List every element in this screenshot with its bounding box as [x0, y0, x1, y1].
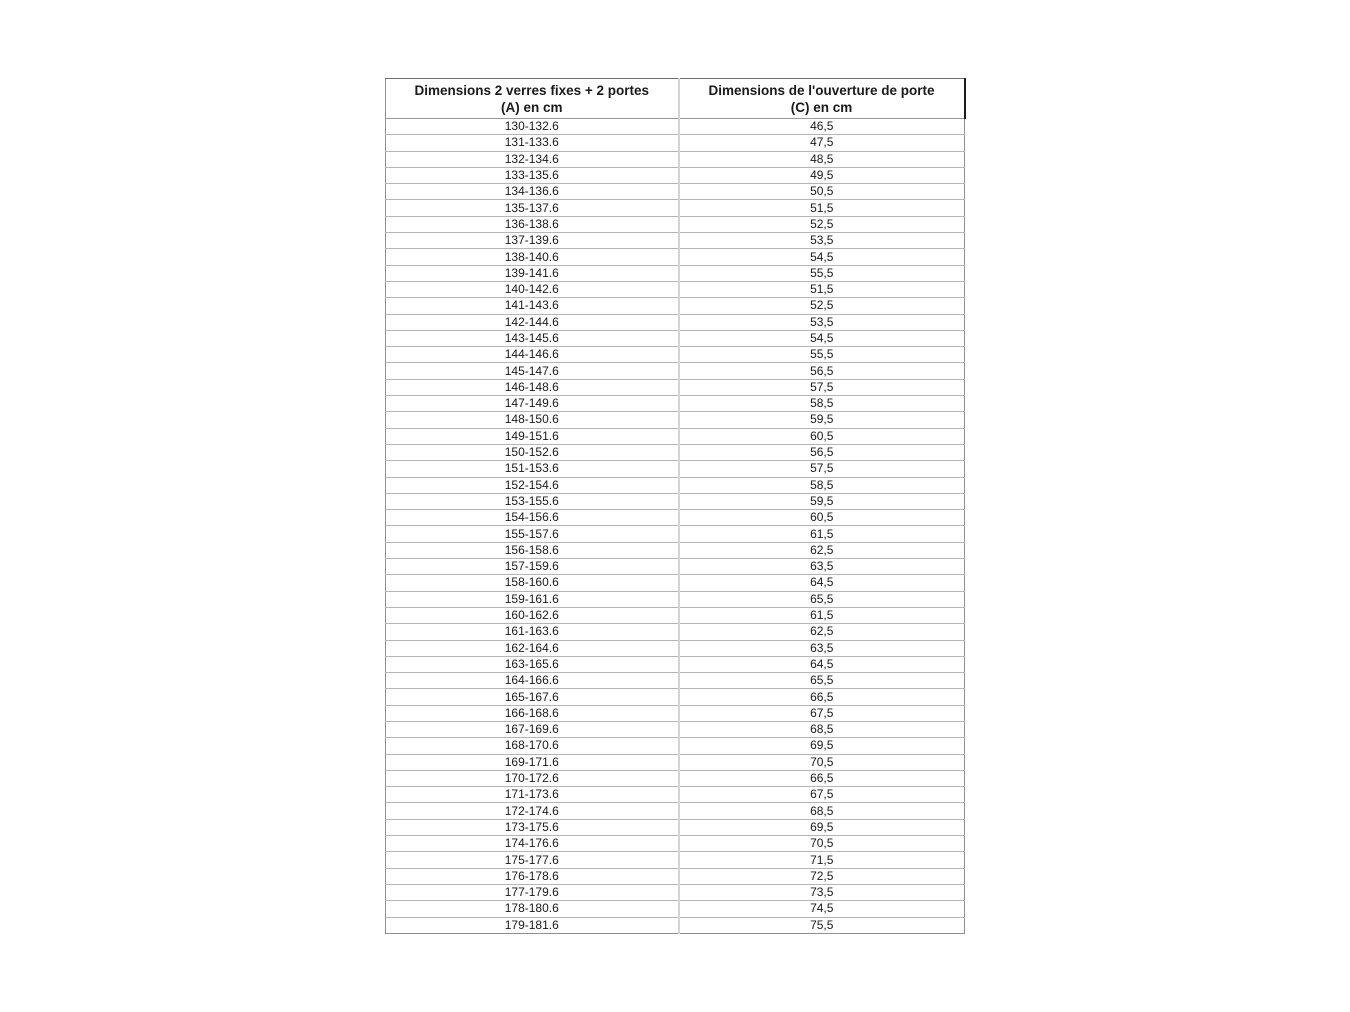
cell-opening-c: 72,5 — [679, 868, 965, 884]
table-row — [386, 754, 965, 770]
cell-dimension-a: 148-150.6 — [386, 412, 679, 428]
cell-opening-c: 46,5 — [679, 119, 965, 135]
cell-opening-c: 63,5 — [679, 559, 965, 575]
table-row — [386, 721, 965, 737]
cell-opening-c: 64,5 — [679, 575, 965, 591]
cell-opening-c: 70,5 — [679, 836, 965, 852]
col-header-a-line1: Dimensions 2 verres fixes + 2 portes — [414, 82, 649, 98]
cell-dimension-a: 146-148.6 — [386, 379, 679, 395]
cell-opening-c: 57,5 — [679, 461, 965, 477]
cell-opening-c: 74,5 — [679, 901, 965, 917]
table-row — [386, 281, 965, 297]
cell-dimension-a: 155-157.6 — [386, 526, 679, 542]
table-row — [386, 591, 965, 607]
cell-dimension-a: 160-162.6 — [386, 607, 679, 623]
cell-dimension-a: 147-149.6 — [386, 396, 679, 412]
table-row — [386, 396, 965, 412]
table-row — [386, 640, 965, 656]
cell-dimension-a: 145-147.6 — [386, 363, 679, 379]
cell-opening-c: 59,5 — [679, 493, 965, 509]
cell-dimension-a: 150-152.6 — [386, 444, 679, 460]
cell-opening-c: 67,5 — [679, 787, 965, 803]
cell-opening-c: 53,5 — [679, 314, 965, 330]
cell-dimension-a: 139-141.6 — [386, 265, 679, 281]
cell-opening-c: 59,5 — [679, 412, 965, 428]
cell-dimension-a: 175-177.6 — [386, 852, 679, 868]
table-row — [386, 787, 965, 803]
table-row — [386, 119, 965, 135]
cell-dimension-a: 168-170.6 — [386, 738, 679, 754]
table-row — [386, 917, 965, 933]
cell-dimension-a: 173-175.6 — [386, 819, 679, 835]
table-row — [386, 770, 965, 786]
cell-opening-c: 48,5 — [679, 151, 965, 167]
table-row — [386, 607, 965, 623]
table-row — [386, 363, 965, 379]
table-row — [386, 559, 965, 575]
cell-dimension-a: 164-166.6 — [386, 673, 679, 689]
table-row — [386, 265, 965, 281]
cell-dimension-a: 163-165.6 — [386, 656, 679, 672]
cell-opening-c: 60,5 — [679, 428, 965, 444]
cell-dimension-a: 156-158.6 — [386, 542, 679, 558]
cell-opening-c: 62,5 — [679, 624, 965, 640]
cell-dimension-a: 134-136.6 — [386, 184, 679, 200]
cell-dimension-a: 159-161.6 — [386, 591, 679, 607]
cell-dimension-a: 167-169.6 — [386, 721, 679, 737]
table-row — [386, 542, 965, 558]
cell-opening-c: 63,5 — [679, 640, 965, 656]
cell-opening-c: 51,5 — [679, 200, 965, 216]
table-row — [386, 330, 965, 346]
cell-dimension-a: 157-159.6 — [386, 559, 679, 575]
cell-opening-c: 53,5 — [679, 233, 965, 249]
cell-dimension-a: 172-174.6 — [386, 803, 679, 819]
table-row — [386, 656, 965, 672]
cell-opening-c: 52,5 — [679, 298, 965, 314]
table-row — [386, 738, 965, 754]
table-row — [386, 803, 965, 819]
col-header-c-line2: (C) en cm — [790, 99, 853, 115]
cell-dimension-a: 170-172.6 — [386, 770, 679, 786]
cell-opening-c: 49,5 — [679, 167, 965, 183]
cell-opening-c: 65,5 — [679, 591, 965, 607]
table-header — [386, 79, 965, 119]
table-row — [386, 135, 965, 151]
cell-opening-c: 68,5 — [679, 721, 965, 737]
table-row — [386, 347, 965, 363]
cell-dimension-a: 133-135.6 — [386, 167, 679, 183]
table-row — [386, 852, 965, 868]
table-row — [386, 298, 965, 314]
table-row — [386, 510, 965, 526]
table-row — [386, 868, 965, 884]
cell-dimension-a: 152-154.6 — [386, 477, 679, 493]
table-row — [386, 575, 965, 591]
cell-opening-c: 62,5 — [679, 542, 965, 558]
cell-dimension-a: 153-155.6 — [386, 493, 679, 509]
table-row — [386, 444, 965, 460]
cell-opening-c: 47,5 — [679, 135, 965, 151]
cell-opening-c: 66,5 — [679, 770, 965, 786]
table-row — [386, 184, 965, 200]
cell-opening-c: 61,5 — [679, 607, 965, 623]
cell-dimension-a: 141-143.6 — [386, 298, 679, 314]
cell-dimension-a: 144-146.6 — [386, 347, 679, 363]
cell-opening-c: 50,5 — [679, 184, 965, 200]
cell-dimension-a: 135-137.6 — [386, 200, 679, 216]
table-row — [386, 819, 965, 835]
table-row — [386, 526, 965, 542]
cell-dimension-a: 137-139.6 — [386, 233, 679, 249]
cell-opening-c: 58,5 — [679, 396, 965, 412]
table-row — [386, 461, 965, 477]
cell-opening-c: 65,5 — [679, 673, 965, 689]
cell-dimension-a: 138-140.6 — [386, 249, 679, 265]
cell-dimension-a: 142-144.6 — [386, 314, 679, 330]
cell-dimension-a: 140-142.6 — [386, 281, 679, 297]
table-row — [386, 836, 965, 852]
col-header-c-line1: Dimensions de l'ouverture de porte — [708, 82, 935, 98]
table-row — [386, 167, 965, 183]
dimensions-table — [385, 78, 966, 934]
table-row — [386, 200, 965, 216]
cell-dimension-a: 179-181.6 — [386, 917, 679, 933]
cell-opening-c: 75,5 — [679, 917, 965, 933]
cell-dimension-a: 130-132.6 — [386, 119, 679, 135]
cell-dimension-a: 131-133.6 — [386, 135, 679, 151]
cell-opening-c: 60,5 — [679, 510, 965, 526]
table-row — [386, 673, 965, 689]
cell-opening-c: 55,5 — [679, 347, 965, 363]
cell-opening-c: 71,5 — [679, 852, 965, 868]
cell-dimension-a: 177-179.6 — [386, 884, 679, 900]
table-row — [386, 428, 965, 444]
cell-opening-c: 58,5 — [679, 477, 965, 493]
cell-opening-c: 54,5 — [679, 330, 965, 346]
cell-opening-c: 55,5 — [679, 265, 965, 281]
cell-dimension-a: 132-134.6 — [386, 151, 679, 167]
cell-opening-c: 70,5 — [679, 754, 965, 770]
cell-dimension-a: 176-178.6 — [386, 868, 679, 884]
cell-dimension-a: 171-173.6 — [386, 787, 679, 803]
cell-dimension-a: 169-171.6 — [386, 754, 679, 770]
table-row — [386, 884, 965, 900]
table-row — [386, 412, 965, 428]
cell-dimension-a: 149-151.6 — [386, 428, 679, 444]
table-row — [386, 216, 965, 232]
table-row — [386, 249, 965, 265]
cell-dimension-a: 165-167.6 — [386, 689, 679, 705]
col-header-dimension-a — [386, 79, 679, 119]
cell-dimension-a: 166-168.6 — [386, 705, 679, 721]
table-row — [386, 689, 965, 705]
col-header-a-line2: (A) en cm — [500, 99, 563, 115]
cell-opening-c: 69,5 — [679, 738, 965, 754]
cell-opening-c: 51,5 — [679, 281, 965, 297]
cell-dimension-a: 158-160.6 — [386, 575, 679, 591]
cell-opening-c: 64,5 — [679, 656, 965, 672]
cell-dimension-a: 178-180.6 — [386, 901, 679, 917]
cell-dimension-a: 174-176.6 — [386, 836, 679, 852]
cell-opening-c: 66,5 — [679, 689, 965, 705]
cell-opening-c: 56,5 — [679, 363, 965, 379]
cell-dimension-a: 143-145.6 — [386, 330, 679, 346]
table-row — [386, 151, 965, 167]
cell-dimension-a: 136-138.6 — [386, 216, 679, 232]
table-row — [386, 901, 965, 917]
table-row — [386, 493, 965, 509]
cell-opening-c: 73,5 — [679, 884, 965, 900]
table-row — [386, 314, 965, 330]
table-row — [386, 624, 965, 640]
cell-opening-c: 61,5 — [679, 526, 965, 542]
cell-opening-c: 68,5 — [679, 803, 965, 819]
col-header-opening-c — [679, 79, 965, 119]
cell-opening-c: 69,5 — [679, 819, 965, 835]
table-row — [386, 705, 965, 721]
cell-dimension-a: 154-156.6 — [386, 510, 679, 526]
cell-opening-c: 52,5 — [679, 216, 965, 232]
cell-dimension-a: 161-163.6 — [386, 624, 679, 640]
table-body — [386, 119, 965, 934]
header-row — [386, 79, 965, 119]
cell-opening-c: 57,5 — [679, 379, 965, 395]
cell-opening-c: 54,5 — [679, 249, 965, 265]
cell-dimension-a: 162-164.6 — [386, 640, 679, 656]
table-row — [386, 477, 965, 493]
cell-opening-c: 56,5 — [679, 444, 965, 460]
table-row — [386, 379, 965, 395]
cell-opening-c: 67,5 — [679, 705, 965, 721]
table-row — [386, 233, 965, 249]
cell-dimension-a: 151-153.6 — [386, 461, 679, 477]
